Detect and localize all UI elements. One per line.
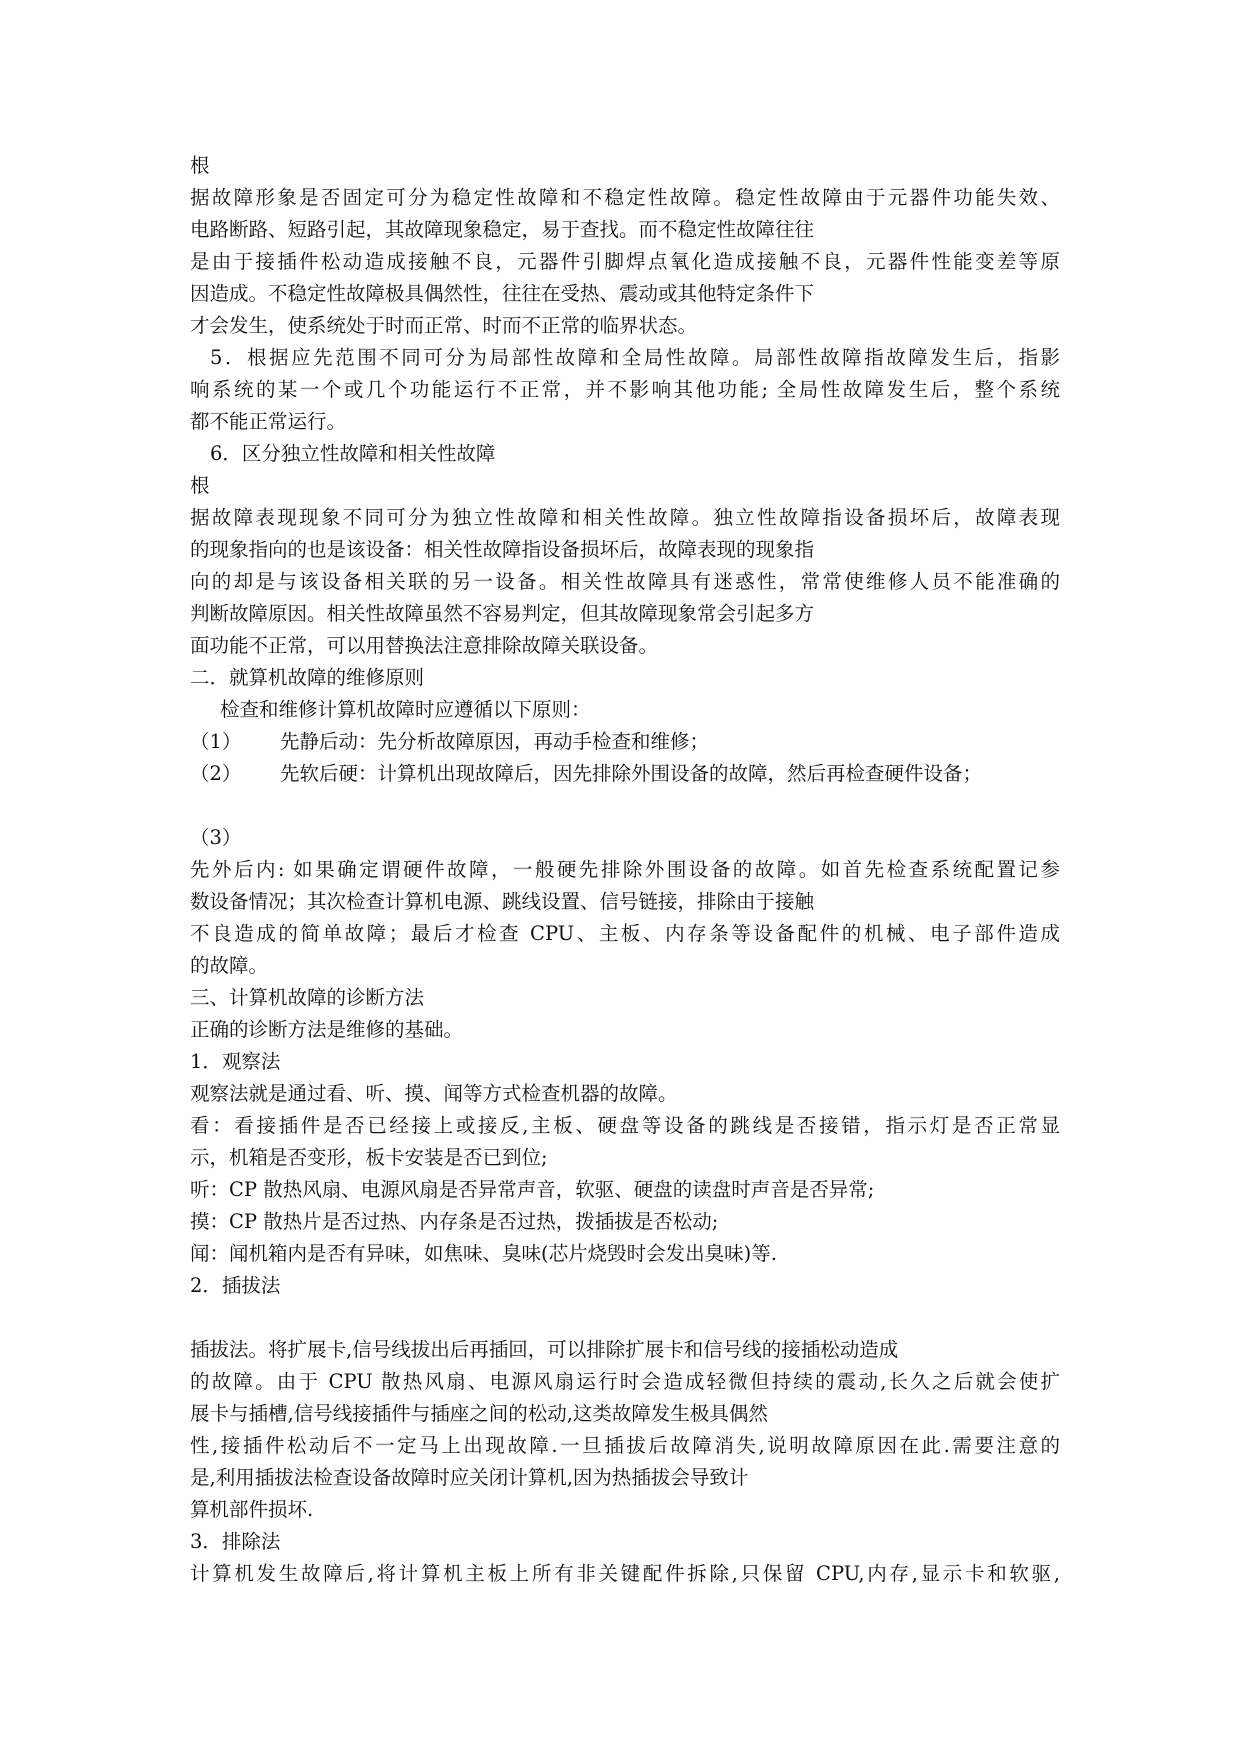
lines-line: 是由于接插件松动造成接触不良，元器件引脚焊点氧化造成接触不良，元器件性能变差等原 — [190, 250, 1060, 273]
lines-line: 根 — [190, 474, 210, 497]
lines-line: 据故障表现现象不同可分为独立性故障和相关性故障。独立性故障指设备损坏后，故障表现 — [190, 506, 1060, 529]
lines2-line: 3．排除法 — [190, 1530, 281, 1553]
lines-line: 面功能不正常，可以用替换法注意排除故障关联设备。 — [190, 634, 659, 657]
lines2-line: （3） — [190, 826, 242, 849]
lines2-line: 是,利用插拔法检查设备故障时应关闭计算机,因为热插拔会导致计 — [190, 1466, 749, 1489]
principle-number: （1） — [190, 730, 242, 753]
principle-number: （2） — [190, 762, 242, 785]
principle-text: 先静后动：先分析故障原因，再动手检查和维修； — [280, 730, 710, 753]
lines-line: 响系统的某一个或几个功能运行不正常，并不影响其他功能; 全局性故障发生后，整个系统 — [190, 378, 1060, 401]
text-block-1 — [190, 150, 1060, 726]
principle-text: 先软后硬：计算机出现故障后，因先排除外围设备的故障，然后再检查硬件设备； — [280, 762, 983, 785]
lines2-line: 计算机发生故障后,将计算机主板上所有非关键配件拆除,只保留 CPU,内存,显示卡和软驱, — [190, 1562, 1060, 1585]
lines2-line: 三、计算机故障的诊断方法 — [190, 986, 425, 1009]
lines2-line: 1．观察法 — [190, 1050, 281, 1073]
lines2-line — [190, 1302, 1060, 1334]
document-page — [190, 150, 1060, 1590]
lines2-line: 闻：闻机箱内是否有异味，如焦味、臭味(芯片烧毁时会发出臭味)等. — [190, 1242, 777, 1265]
lines2-line — [190, 790, 1060, 822]
lines-line: 6．区分独立性故障和相关性故障 — [210, 442, 496, 465]
lines-line: 根 — [190, 154, 210, 177]
lines-line: 判断故障原因。相关性故障虽然不容易判定，但其故障现象常会引起多方 — [190, 602, 815, 625]
lines-line: 才会发生，使系统处于时而正常、时而不正常的临界状态。 — [190, 314, 698, 337]
lines-line: 检查和维修计算机故障时应遵循以下原则： — [220, 698, 591, 721]
lines-line: 向的却是与该设备相关联的另一设备。相关性故障具有迷惑性，常常使维修人员不能准确的 — [190, 570, 1060, 593]
lines2-line: 听：CP 散热风扇、电源风扇是否异常声音，软驱、硬盘的读盘时声音是否异常; — [190, 1178, 875, 1201]
lines2-line: 插拔法。将扩展卡,信号线拔出后再插回，可以排除扩展卡和信号线的接插松动造成 — [190, 1338, 899, 1361]
lines2-line: 展卡与插槽,信号线接插件与插座之间的松动,这类故障发生极具偶然 — [190, 1402, 768, 1425]
lines2-line: 2．插拔法 — [190, 1274, 281, 1297]
lines-line: 5．根据应先范围不同可分为局部性故障和全局性故障。局部性故障指故障发生后，指影 — [210, 346, 1060, 369]
lines2-line: 的故障。由于 CPU 散热风扇、电源风扇运行时会造成轻微但持续的震动,长久之后就会使扩 — [190, 1370, 1060, 1393]
lines-line: 都不能正常运行。 — [190, 410, 347, 433]
text-block-2 — [190, 790, 1060, 1590]
lines2-line: 算机部件损坏. — [190, 1498, 314, 1521]
principle-item — [190, 758, 1060, 790]
lines2-line: 先外后内: 如果确定谓硬件故障，一般硬先排除外围设备的故障。如首先检查系统配置记参 — [190, 858, 1060, 881]
principle-item — [190, 726, 1060, 758]
lines2-line: 看：看接插件是否已经接上或接反,主板、硬盘等设备的跳线是否接错，指示灯是否正常显 — [190, 1114, 1060, 1137]
lines-line: 据故障形象是否固定可分为稳定性故障和不稳定性故障。稳定性故障由于元器件功能失效、 — [190, 186, 1060, 209]
lines2-line: 的故障。 — [190, 954, 269, 977]
lines-line: 的现象指向的也是该设备：相关性故障指设备损坏后，故障表现的现象指 — [190, 538, 815, 561]
lines2-line: 正确的诊断方法是维修的基础。 — [190, 1018, 464, 1041]
lines2-line: 性,接插件松动后不一定马上出现故障.一旦插拔后故障消失,说明故障原因在此.需要注意的 — [190, 1434, 1060, 1457]
lines2-line: 观察法就是通过看、听、摸、闻等方式检查机器的故障。 — [190, 1082, 678, 1105]
lines2-line: 摸：CP 散热片是否过热、内存条是否过热，拨插拔是否松动; — [190, 1210, 719, 1233]
lines-line: 二．就算机故障的维修原则 — [190, 666, 425, 689]
lines-line: 电路断路、短路引起，其故障现象稳定，易于查找。而不稳定性故障往往 — [190, 218, 815, 241]
lines-line: 因造成。不稳定性故障极具偶然性，往往在受热、震动或其他特定条件下 — [190, 282, 815, 305]
lines2-line: 数设备情况；其次检查计算机电源、跳线设置、信号链接，排除由于接触 — [190, 890, 815, 913]
principles-list — [190, 726, 1060, 790]
lines2-line: 不良造成的简单故障；最后才检查 CPU、主板、内存条等设备配件的机械、电子部件造成 — [190, 922, 1060, 945]
lines2-line: 示，机箱是否变形，板卡安装是否已到位; — [190, 1146, 548, 1169]
